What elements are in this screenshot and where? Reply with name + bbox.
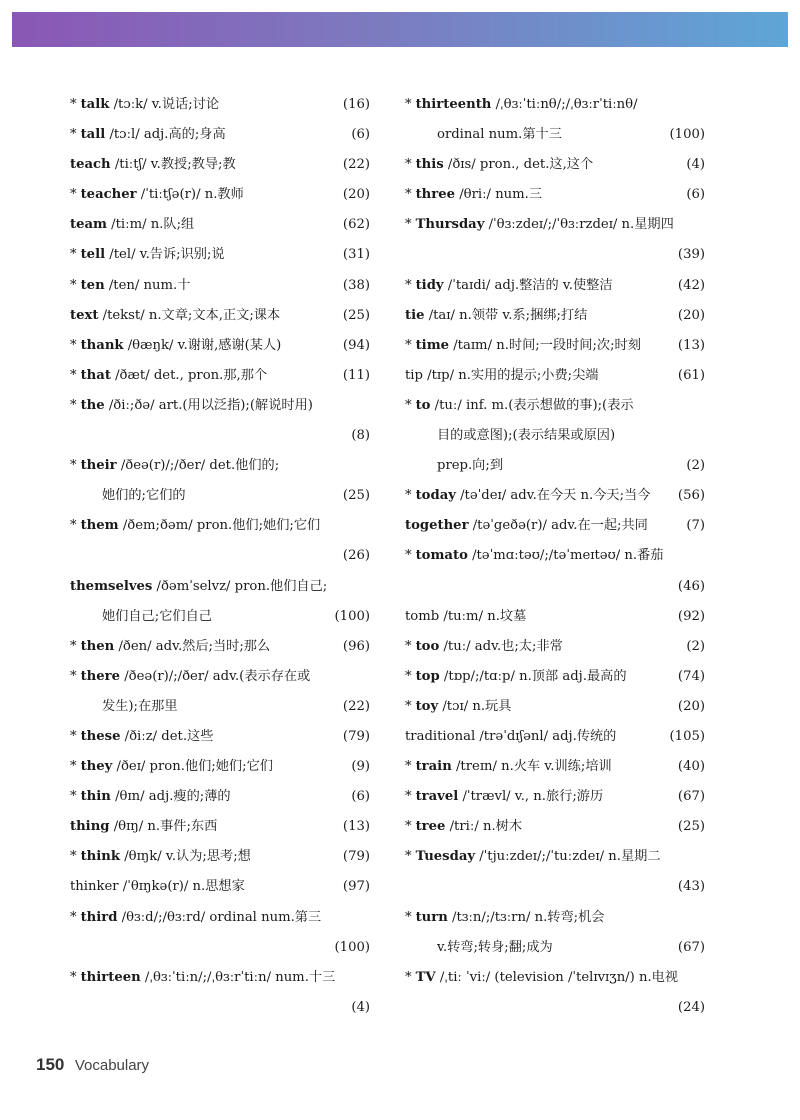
page-reference: (100) bbox=[669, 127, 705, 143]
vocab-line bbox=[405, 481, 705, 511]
headword: them bbox=[80, 518, 119, 534]
definition-text: v.转弯;转身;翻;成为 bbox=[437, 939, 553, 955]
vocab-line bbox=[405, 963, 705, 993]
vocab-line bbox=[405, 541, 705, 571]
headword: there bbox=[80, 668, 121, 684]
page-reference: (96) bbox=[342, 638, 370, 654]
definition-text: /ˈθɪŋkə(r)/ n.思想家 bbox=[118, 879, 245, 895]
page-reference: (25) bbox=[342, 488, 370, 504]
vocab-line bbox=[405, 421, 705, 451]
headword: traditional bbox=[405, 728, 476, 744]
definition-text: /tɔːk/ v.说话;讨论 bbox=[109, 97, 220, 112]
vocab-line bbox=[405, 451, 705, 481]
vocab-line bbox=[70, 90, 370, 120]
definition-text: /tiːtʃ/ v.教授;教导;教 bbox=[110, 157, 236, 173]
definition-text: /tel/ v.告诉;识别;说 bbox=[105, 247, 225, 263]
asterisk-marker: * bbox=[405, 849, 412, 865]
asterisk-marker: * bbox=[405, 638, 412, 654]
asterisk-marker: * bbox=[70, 789, 77, 805]
vocab-line bbox=[70, 331, 370, 361]
definition-text: 她们自己;它们自己 bbox=[102, 608, 212, 624]
page-reference: (74) bbox=[677, 668, 705, 684]
asterisk-marker: * bbox=[70, 277, 77, 293]
definition-text: 她们的;它们的 bbox=[102, 488, 186, 504]
definition-text: 发生);在那里 bbox=[102, 698, 178, 714]
headword: three bbox=[415, 187, 456, 203]
definition-text: /təˈgeðə(r)/ adv.在一起;共同 bbox=[468, 518, 648, 534]
asterisk-marker: * bbox=[405, 909, 412, 925]
asterisk-marker: * bbox=[70, 759, 77, 775]
vocab-line bbox=[70, 993, 370, 1023]
asterisk-marker: * bbox=[70, 849, 77, 865]
vocab-line bbox=[70, 842, 370, 872]
vocab-line bbox=[70, 150, 370, 180]
vocab-line bbox=[70, 240, 370, 270]
headword: these bbox=[80, 728, 121, 744]
headword: thin bbox=[80, 789, 111, 805]
asterisk-marker: * bbox=[70, 969, 77, 985]
definition-text: /ˈtaɪdi/ adj.整洁的 v.使整洁 bbox=[443, 277, 613, 293]
page-reference: (100) bbox=[334, 939, 370, 955]
definition-text: /tɪp/ n.实用的提示;小费;尖端 bbox=[422, 367, 599, 383]
vocab-column-right bbox=[405, 90, 705, 1023]
vocab-line bbox=[70, 210, 370, 240]
page-reference: (4) bbox=[686, 157, 705, 173]
definition-text: /ˈθɜːzdeɪ/;/ˈθɜːrzdeɪ/ n.星期四 bbox=[484, 217, 674, 233]
vocab-line bbox=[70, 391, 370, 421]
vocab-line bbox=[405, 752, 705, 782]
definition-text: /trəˈdɪʃənl/ adj.传统的 bbox=[475, 728, 617, 744]
vocab-line bbox=[405, 842, 705, 872]
vocab-line bbox=[405, 240, 705, 270]
vocab-line bbox=[70, 421, 370, 451]
headword: thinker bbox=[70, 879, 119, 895]
headword: train bbox=[415, 759, 452, 775]
page-reference: (25) bbox=[677, 819, 705, 835]
page-reference: (11) bbox=[342, 367, 370, 383]
headword: Thursday bbox=[415, 217, 485, 233]
page-reference: (13) bbox=[342, 819, 370, 835]
definition-text: /ðeə(r)/;/ðer/ adv.(表示存在或 bbox=[120, 668, 311, 684]
asterisk-marker: * bbox=[405, 698, 412, 714]
headword: tidy bbox=[415, 277, 444, 293]
vocab-line bbox=[405, 391, 705, 421]
asterisk-marker: * bbox=[70, 367, 77, 383]
definition-text: /ˈtjuːzdeɪ/;/ˈtuːzdeɪ/ n.星期二 bbox=[475, 849, 661, 865]
headword: they bbox=[80, 759, 113, 775]
vocab-line bbox=[70, 361, 370, 391]
asterisk-marker: * bbox=[405, 97, 412, 112]
definition-text: /ðeə(r)/;/ðer/ det.他们的; bbox=[116, 458, 280, 474]
definition-text: /tekst/ n.文章;文本,正文;课本 bbox=[98, 307, 281, 323]
definition-text: /triː/ n.树木 bbox=[445, 819, 523, 835]
definition-text: /ðiː;ðə/ art.(用以泛指);(解说时用) bbox=[104, 397, 313, 413]
headword: to bbox=[415, 397, 431, 413]
vocab-line bbox=[70, 933, 370, 963]
asterisk-marker: * bbox=[70, 668, 77, 684]
definition-text: /θɪŋ/ n.事件;东西 bbox=[109, 819, 218, 835]
vocab-line bbox=[405, 90, 705, 120]
vocab-line bbox=[405, 722, 705, 752]
vocab-line bbox=[405, 361, 705, 391]
headword: then bbox=[80, 638, 115, 654]
asterisk-marker: * bbox=[70, 397, 77, 413]
vocab-line bbox=[405, 903, 705, 933]
vocab-line bbox=[405, 872, 705, 902]
asterisk-marker: * bbox=[405, 668, 412, 684]
definition-text: /ðəmˈselvz/ pron.他们自己; bbox=[152, 578, 328, 594]
asterisk-marker: * bbox=[405, 337, 412, 353]
page-reference: (79) bbox=[342, 849, 370, 865]
definition-text: /tɔːl/ adj.高的;身高 bbox=[105, 127, 226, 143]
headword: together bbox=[405, 518, 469, 534]
asterisk-marker: * bbox=[405, 548, 412, 564]
page-reference: (94) bbox=[342, 337, 370, 353]
definition-text: 目的或意图);(表示结果或原因) bbox=[437, 428, 616, 444]
headword: too bbox=[415, 638, 440, 654]
asterisk-marker: * bbox=[405, 397, 412, 413]
vocab-line bbox=[405, 662, 705, 692]
page-reference: (16) bbox=[342, 97, 370, 112]
definition-text: /ðen/ adv.然后;当时;那么 bbox=[114, 638, 271, 654]
page-reference: (8) bbox=[351, 428, 370, 444]
definition-text: /ˈtiːtʃə(r)/ n.教师 bbox=[136, 187, 244, 203]
definition-text: /ðeɪ/ pron.他们;她们;它们 bbox=[112, 759, 273, 775]
page-reference: (6) bbox=[351, 127, 370, 143]
vocab-line bbox=[70, 120, 370, 150]
vocab-line bbox=[405, 511, 705, 541]
headword: today bbox=[415, 488, 456, 504]
vocab-line bbox=[70, 632, 370, 662]
vocab-line bbox=[70, 541, 370, 571]
vocab-line bbox=[405, 210, 705, 240]
headword: travel bbox=[415, 789, 459, 805]
asterisk-marker: * bbox=[405, 277, 412, 293]
vocab-line bbox=[405, 692, 705, 722]
vocab-line bbox=[405, 120, 705, 150]
page-number: 150 bbox=[36, 1055, 65, 1074]
headword: tell bbox=[80, 247, 106, 263]
page-reference: (9) bbox=[351, 759, 370, 775]
page-reference: (20) bbox=[677, 698, 705, 714]
headword: toy bbox=[415, 698, 439, 714]
vocab-line bbox=[70, 903, 370, 933]
vocab-line bbox=[70, 812, 370, 842]
page-reference: (105) bbox=[669, 728, 705, 744]
definition-text: /ˌθɜːˈtiːn/;/ˌθɜːrˈtiːn/ num.十三 bbox=[140, 969, 336, 985]
page-reference: (40) bbox=[677, 759, 705, 775]
page-reference: (92) bbox=[677, 608, 705, 624]
vocab-line bbox=[70, 602, 370, 632]
definition-text: /ðɪs/ pron., det.这,这个 bbox=[443, 157, 594, 173]
vocab-line bbox=[70, 451, 370, 481]
page-reference: (97) bbox=[342, 879, 370, 895]
vocab-column-left bbox=[70, 90, 370, 1023]
page-footer bbox=[36, 1055, 149, 1075]
definition-text: /tɜːn/;/tɜːrn/ n.转弯;机会 bbox=[447, 909, 605, 925]
vocab-line bbox=[70, 692, 370, 722]
page-reference: (20) bbox=[342, 187, 370, 203]
headword: team bbox=[70, 217, 107, 233]
page-reference: (4) bbox=[351, 999, 370, 1015]
vocab-line bbox=[70, 872, 370, 902]
headword: top bbox=[415, 668, 440, 684]
definition-text: /θɪn/ adj.瘦的;薄的 bbox=[110, 789, 231, 805]
headword: thing bbox=[70, 819, 110, 835]
page-reference: (39) bbox=[677, 247, 705, 263]
definition-text: /θɜːd/;/θɜːrd/ ordinal num.第三 bbox=[117, 909, 322, 925]
page-reference: (42) bbox=[677, 277, 705, 293]
page-reference: (43) bbox=[677, 879, 705, 895]
vocab-line bbox=[70, 271, 370, 301]
asterisk-marker: * bbox=[405, 789, 412, 805]
definition-text: /ˈtrævl/ v., n.旅行;游历 bbox=[458, 789, 604, 805]
asterisk-marker: * bbox=[70, 337, 77, 353]
asterisk-marker: * bbox=[405, 157, 412, 173]
headword: TV bbox=[415, 969, 436, 985]
headword: ten bbox=[80, 277, 105, 293]
definition-text: /θriː/ num.三 bbox=[455, 187, 543, 203]
asterisk-marker: * bbox=[405, 819, 412, 835]
headword: the bbox=[80, 397, 105, 413]
vocab-line bbox=[70, 511, 370, 541]
definition-text: /tɔɪ/ n.玩具 bbox=[438, 698, 512, 714]
asterisk-marker: * bbox=[70, 458, 77, 474]
headword: tip bbox=[405, 367, 423, 383]
definition-text: /ˌθɜːˈtiːnθ/;/ˌθɜːrˈtiːnθ/ bbox=[491, 97, 638, 112]
page-reference: (20) bbox=[677, 307, 705, 323]
vocab-line bbox=[70, 752, 370, 782]
vocab-line bbox=[70, 180, 370, 210]
asterisk-marker: * bbox=[70, 518, 77, 534]
page-reference: (22) bbox=[342, 157, 370, 173]
page-reference: (6) bbox=[686, 187, 705, 203]
page-reference: (62) bbox=[342, 217, 370, 233]
headword: tie bbox=[405, 307, 425, 323]
vocab-line bbox=[70, 963, 370, 993]
headword: teach bbox=[70, 157, 111, 173]
page-reference: (25) bbox=[342, 307, 370, 323]
headword: tree bbox=[415, 819, 446, 835]
headword: think bbox=[80, 849, 121, 865]
vocab-line bbox=[70, 301, 370, 331]
page-reference: (46) bbox=[677, 578, 705, 594]
vocab-line bbox=[70, 572, 370, 602]
vocab-line bbox=[405, 993, 705, 1023]
vocab-line bbox=[405, 812, 705, 842]
definition-text: /tiːm/ n.队;组 bbox=[106, 217, 195, 233]
asterisk-marker: * bbox=[70, 97, 77, 112]
vocab-line bbox=[405, 933, 705, 963]
page-reference: (56) bbox=[677, 488, 705, 504]
vocab-line bbox=[70, 722, 370, 752]
page-reference: (38) bbox=[342, 277, 370, 293]
headword: talk bbox=[80, 97, 110, 112]
asterisk-marker: * bbox=[70, 728, 77, 744]
asterisk-marker: * bbox=[405, 759, 412, 775]
definition-text: /tɒp/;/tɑːp/ n.顶部 adj.最高的 bbox=[439, 668, 627, 684]
headword: time bbox=[415, 337, 450, 353]
asterisk-marker: * bbox=[70, 247, 77, 263]
vocab-line bbox=[405, 572, 705, 602]
headword: text bbox=[70, 307, 99, 323]
headword: thirteenth bbox=[415, 97, 492, 112]
definition-text: /tuːm/ n.坟墓 bbox=[439, 608, 527, 624]
definition-text: /tuː/ inf. m.(表示想做的事);(表示 bbox=[430, 397, 634, 413]
headword: their bbox=[80, 458, 117, 474]
definition-text: prep.向;到 bbox=[437, 458, 504, 474]
page-reference: (31) bbox=[342, 247, 370, 263]
definition-text: /taɪ/ n.领带 v.系;捆绑;打结 bbox=[424, 307, 588, 323]
headword: third bbox=[80, 909, 118, 925]
headword: themselves bbox=[70, 578, 153, 594]
definition-text: /ˌtiː ˈviː/ (television /ˈtelɪvɪʒn/) n.电视 bbox=[435, 969, 679, 985]
definition-text: /ðæt/ det., pron.那,那个 bbox=[110, 367, 268, 383]
header-banner bbox=[12, 12, 788, 47]
asterisk-marker: * bbox=[405, 217, 412, 233]
asterisk-marker: * bbox=[405, 488, 412, 504]
definition-text: ordinal num.第十三 bbox=[437, 127, 562, 143]
page-reference: (26) bbox=[342, 548, 370, 564]
headword: tomato bbox=[415, 548, 468, 564]
page-reference: (24) bbox=[677, 999, 705, 1015]
asterisk-marker: * bbox=[70, 187, 77, 203]
headword: turn bbox=[415, 909, 448, 925]
page-reference: (13) bbox=[677, 337, 705, 353]
headword: that bbox=[80, 367, 111, 383]
vocab-line bbox=[70, 481, 370, 511]
headword: thirteen bbox=[80, 969, 141, 985]
headword: tomb bbox=[405, 608, 440, 624]
asterisk-marker: * bbox=[405, 969, 412, 985]
headword: teacher bbox=[80, 187, 137, 203]
definition-text: /treɪn/ n.火车 v.训练;培训 bbox=[451, 759, 612, 775]
definition-text: /təˈdeɪ/ adv.在今天 n.今天;当今 bbox=[455, 488, 651, 504]
definition-text: /ðem;ðəm/ pron.他们;她们;它们 bbox=[118, 518, 321, 534]
vocab-line bbox=[405, 301, 705, 331]
vocab-line bbox=[405, 180, 705, 210]
page-reference: (61) bbox=[677, 367, 705, 383]
vocab-line bbox=[405, 150, 705, 180]
page-reference: (100) bbox=[334, 608, 370, 624]
page-reference: (22) bbox=[342, 698, 370, 714]
page-reference: (6) bbox=[351, 789, 370, 805]
page-reference: (7) bbox=[686, 518, 705, 534]
headword: thank bbox=[80, 337, 124, 353]
vocab-line bbox=[405, 331, 705, 361]
vocab-line bbox=[405, 602, 705, 632]
definition-text: /tuː/ adv.也;太;非常 bbox=[439, 638, 563, 654]
asterisk-marker: * bbox=[70, 909, 77, 925]
definition-text: /taɪm/ n.时间;一段时间;次;时刻 bbox=[449, 337, 641, 353]
definition-text: /ðiːz/ det.这些 bbox=[120, 728, 214, 744]
page-reference: (2) bbox=[686, 458, 705, 474]
headword: tall bbox=[80, 127, 106, 143]
vocab-line bbox=[405, 632, 705, 662]
definition-text: /θɪŋk/ v.认为;思考;想 bbox=[120, 849, 251, 865]
asterisk-marker: * bbox=[70, 638, 77, 654]
asterisk-marker: * bbox=[70, 127, 77, 143]
page-reference: (79) bbox=[342, 728, 370, 744]
headword: this bbox=[415, 157, 444, 173]
page-reference: (2) bbox=[686, 638, 705, 654]
vocab-line bbox=[405, 271, 705, 301]
definition-text: /ten/ num.十 bbox=[104, 277, 191, 293]
definition-text: /θæŋk/ v.谢谢,感谢(某人) bbox=[123, 337, 282, 353]
vocab-line bbox=[70, 662, 370, 692]
asterisk-marker: * bbox=[405, 187, 412, 203]
definition-text: /təˈmɑːtəʊ/;/təˈmeɪtəʊ/ n.番茄 bbox=[467, 548, 664, 564]
vocab-line bbox=[70, 782, 370, 812]
page-reference: (67) bbox=[677, 939, 705, 955]
page-reference: (67) bbox=[677, 789, 705, 805]
footer-label: Vocabulary bbox=[74, 1057, 150, 1074]
headword: Tuesday bbox=[415, 849, 476, 865]
vocab-line bbox=[405, 782, 705, 812]
